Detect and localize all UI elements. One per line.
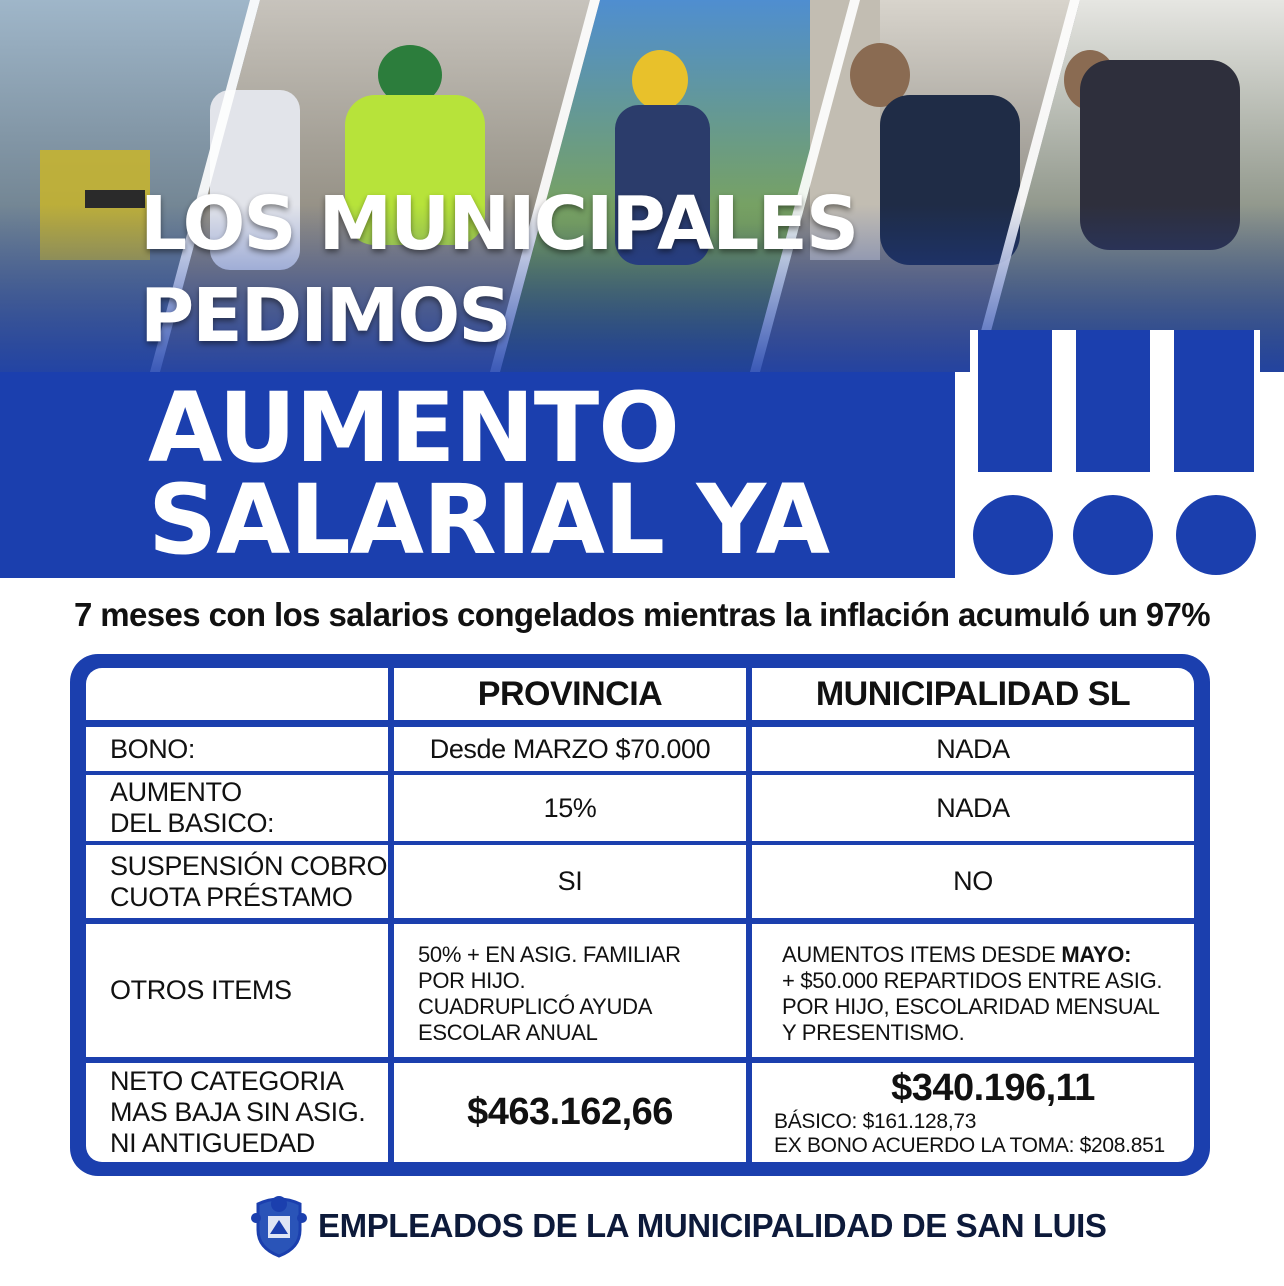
row-suspension-label-line-2: CUOTA PRÉSTAMO — [110, 881, 353, 912]
row-aumento-label — [86, 775, 388, 841]
row-otros-provincia-line-2: POR HIJO. — [418, 968, 526, 993]
row-otros-provincia-line-1: 50% + EN ASIG. FAMILIAR — [418, 942, 681, 967]
headline — [140, 178, 857, 362]
row-otros-municipalidad — [752, 924, 1194, 1057]
subtitle: 7 meses con los salarios congelados mientras la inflación acumuló un 97% — [73, 596, 1211, 633]
row-neto-municipalidad-total: $340.196,11 — [891, 1067, 1095, 1109]
row-otros-municipalidad-line-1 — [782, 942, 1194, 968]
row-suspension-label-line-1: SUSPENSIÓN COBRO — [110, 850, 388, 881]
headline-line-2: PEDIMOS — [140, 273, 510, 359]
row-otros-label: OTROS ITEMS — [86, 924, 388, 1057]
row-otros-municipalidad-mayo: MAYO: — [1061, 942, 1132, 967]
row-otros-municipalidad-line-4: Y PRESENTISMO. — [782, 1020, 965, 1045]
header-municipalidad: MUNICIPALIDAD SL — [752, 668, 1194, 720]
row-bono-provincia: Desde MARZO $70.000 — [394, 727, 746, 771]
row-suspension-provincia: SI — [394, 845, 746, 918]
header-empty-cell — [86, 668, 388, 720]
row-neto-label-line-1: NETO CATEGORIA — [110, 1066, 344, 1096]
header-provincia: PROVINCIA — [394, 668, 746, 720]
comparison-table — [86, 668, 1194, 1162]
row-suspension-municipalidad: NO — [752, 845, 1194, 918]
footer-text: EMPLEADOS DE LA MUNICIPALIDAD DE SAN LUIS — [318, 1207, 1107, 1244]
row-otros-municipalidad-line-3: POR HIJO, ESCOLARIDAD MENSUAL — [782, 994, 1160, 1019]
row-otros-provincia-line-4: ESCOLAR ANUAL — [418, 1020, 598, 1045]
row-aumento-label-line-2: DEL BASICO: — [110, 808, 275, 838]
footer — [250, 1194, 1106, 1258]
row-otros-provincia — [394, 924, 746, 1057]
exclamation-marks-icon — [970, 330, 1260, 580]
row-neto-municipalidad-bono: EX BONO ACUERDO LA TOMA: $208.851 — [774, 1134, 1165, 1157]
row-bono-label: BONO: — [86, 727, 388, 771]
row-otros-provincia-line-3: CUADRUPLICÓ AYUDA — [418, 994, 653, 1019]
row-neto-label-line-2: MAS BAJA SIN ASIG. — [110, 1097, 366, 1127]
shield-crest-icon — [250, 1194, 308, 1258]
headline-line-1: LOS MUNICIPALES — [140, 181, 858, 267]
row-suspension-label — [86, 845, 388, 918]
row-aumento-provincia: 15% — [394, 775, 746, 841]
banner-text — [148, 372, 830, 576]
banner-line-1: AUMENTO — [148, 372, 679, 484]
row-neto-label — [86, 1063, 388, 1162]
row-aumento-municipalidad: NADA — [752, 775, 1194, 841]
row-neto-label-line-3: NI ANTIGUEDAD — [110, 1128, 315, 1158]
row-aumento-label-line-1: AUMENTO — [110, 777, 242, 807]
row-neto-municipalidad-basico: BÁSICO: $161.128,73 — [774, 1110, 977, 1133]
row-otros-municipalidad-prefix: AUMENTOS ITEMS DESDE — [782, 942, 1062, 967]
row-neto-provincia: $463.162,66 — [394, 1063, 746, 1162]
row-neto-municipalidad — [752, 1063, 1194, 1162]
banner-line-2: SALARIAL YA — [148, 464, 830, 576]
row-otros-municipalidad-line-2: + $50.000 REPARTIDOS ENTRE ASIG. — [782, 968, 1163, 993]
row-bono-municipalidad: NADA — [752, 727, 1194, 771]
